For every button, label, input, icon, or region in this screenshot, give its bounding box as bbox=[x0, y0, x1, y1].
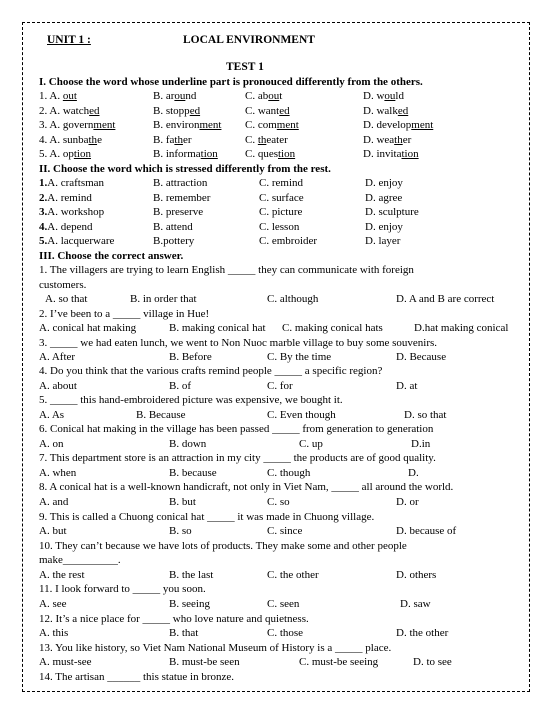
q6-option-c: C. up bbox=[299, 438, 323, 450]
q2-option-d: D.hat making conical bbox=[414, 322, 509, 334]
sec1-q4-option-d: D. weather bbox=[363, 133, 412, 146]
q6-option-b: B. down bbox=[169, 438, 207, 450]
underlined-part: th bbox=[88, 133, 98, 146]
sec2-q1-option-c: C. remind bbox=[259, 177, 303, 189]
question-number: 3. bbox=[39, 206, 48, 218]
sec1-q2-option-d: D. walked bbox=[363, 104, 409, 117]
sec1-q3-option-c: C. comment bbox=[245, 119, 299, 131]
q11-option-a: A. see bbox=[39, 598, 67, 610]
sec2-q5-option-c: C. embroider bbox=[259, 235, 318, 247]
q8-option-d: D. or bbox=[396, 496, 419, 508]
sec1-q2-option-c: C. wanted bbox=[245, 104, 290, 117]
sec1-q2-option-b: B. stopped bbox=[153, 104, 201, 117]
q9-option-a: A. but bbox=[39, 525, 67, 537]
underlined-part: out bbox=[62, 90, 77, 102]
q6-option-d: D.in bbox=[411, 438, 431, 450]
sec1-q4-option-c: C. theater bbox=[245, 133, 288, 146]
q5-option-a: A. As bbox=[39, 409, 65, 421]
q2-option-b: B. making conical hat bbox=[169, 322, 266, 334]
question-3: 3. _____ we had eaten lunch, we went to Non Nuoc marble village to buy some souvenirs. bbox=[39, 337, 438, 349]
sec2-q2-option-b: B. remember bbox=[153, 191, 211, 204]
underlined-part: ou bbox=[174, 90, 186, 102]
underlined-part: tion bbox=[200, 148, 218, 160]
sec2-q1-option-a: 1.A. craftsman bbox=[39, 177, 105, 189]
underlined-part: ment bbox=[199, 119, 222, 131]
sec1-q5-option-b: B. information bbox=[153, 148, 218, 160]
sec2-q3-option-a: 3.A. workshop bbox=[39, 206, 105, 218]
sec2-q4-option-c: C. lesson bbox=[259, 220, 300, 233]
q1-option-b: B. in order that bbox=[130, 293, 197, 305]
question-number: 5. bbox=[39, 235, 48, 247]
q10-option-c: C. the other bbox=[267, 569, 319, 581]
sec1-q3-option-d: D. development bbox=[363, 119, 434, 131]
q2-option-a: A. conical hat making bbox=[39, 322, 137, 334]
q12-option-b: B. that bbox=[169, 627, 199, 639]
q3-option-a: A. After bbox=[39, 351, 76, 363]
question-6: 6. Conical hat making in the village has been passed _____ from generation to generation bbox=[39, 423, 434, 435]
question-5: 5. _____ this hand-embroidered picture was expensive, we bought it. bbox=[39, 394, 343, 406]
question-number: 4. bbox=[39, 220, 48, 233]
q9-option-c: C. since bbox=[267, 525, 303, 537]
question-1: 1. The villagers are trying to learn English _____ they can communicate with foreign bbox=[39, 264, 414, 276]
q3-option-d: D. Because bbox=[396, 351, 447, 363]
underlined-part: ou bbox=[384, 90, 396, 102]
sec2-q1-option-d: D. enjoy bbox=[365, 177, 403, 189]
underlined-part: ed bbox=[89, 104, 100, 117]
q13-option-b: B. must-be seen bbox=[169, 656, 240, 668]
underlined-part: ed bbox=[397, 104, 409, 117]
sec1-q4-option-a: 4. A. sunbathe bbox=[39, 133, 102, 146]
q5-option-c: C. Even though bbox=[267, 409, 336, 421]
q12-option-d: D. the other bbox=[396, 627, 449, 639]
q4-option-d: D. at bbox=[396, 380, 418, 392]
q12-option-c: C. those bbox=[267, 627, 304, 639]
sec1-q1-option-a: 1. A. out bbox=[39, 90, 77, 102]
sec2-q4-option-a: 4.A. depend bbox=[39, 220, 93, 233]
question-11: 11. I look forward to _____ you soon. bbox=[39, 583, 206, 595]
q9-option-d: D. because of bbox=[396, 525, 457, 537]
q4-option-b: B. of bbox=[169, 380, 191, 392]
sec2-q2-option-a: 2.A. remind bbox=[39, 191, 92, 204]
q9-option-b: B. so bbox=[169, 525, 192, 537]
q13-option-d: D. to see bbox=[413, 656, 452, 668]
underlined-part: tion bbox=[73, 148, 91, 160]
q7-option-a: A. when bbox=[39, 467, 77, 479]
q5-option-d: D. so that bbox=[404, 409, 447, 421]
question-number: 2. bbox=[39, 191, 48, 204]
question-10: 10. They can’t because we have lots of products. They make some and other people bbox=[39, 540, 407, 552]
q2-option-c: C. making conical hats bbox=[282, 322, 383, 334]
q3-option-b: B. Before bbox=[169, 351, 212, 363]
q7-option-b: B. because bbox=[169, 467, 217, 479]
sec1-q1-option-d: D. would bbox=[363, 90, 404, 102]
test-title: TEST 1 bbox=[226, 61, 264, 73]
question-13: 13. You like history, so Viet Nam National Museum of History is a _____ place. bbox=[39, 642, 392, 654]
q4-option-c: C. for bbox=[267, 380, 293, 392]
q11-option-c: C. seen bbox=[267, 598, 300, 610]
sec1-q2-option-a: 2. A. watched bbox=[39, 104, 100, 117]
q8-option-a: A. and bbox=[39, 496, 69, 508]
q8-option-b: B. but bbox=[169, 496, 196, 508]
sec2-q2-option-c: C. surface bbox=[259, 191, 304, 204]
q4-option-a: A. about bbox=[39, 380, 77, 392]
sec2-q5-option-d: D. layer bbox=[365, 235, 401, 247]
sec2-q5-option-b: B.pottery bbox=[153, 235, 195, 247]
underlined-part: ment bbox=[411, 119, 434, 131]
q10-option-d: D. others bbox=[396, 569, 437, 581]
underlined-part: ou bbox=[268, 90, 280, 102]
sec1-q5-option-d: D. invitation bbox=[363, 148, 419, 160]
q6-option-a: A. on bbox=[39, 438, 64, 450]
sec2-q3-option-b: B. preserve bbox=[153, 206, 204, 218]
sec1-q4-option-b: B. father bbox=[153, 133, 192, 146]
q10-option-a: A. the rest bbox=[39, 569, 85, 581]
topic-title: LOCAL ENVIRONMENT bbox=[183, 34, 315, 46]
q7-option-d: D. bbox=[408, 467, 419, 479]
underlined-part: ment bbox=[276, 119, 299, 131]
question-10-cont: make__________. bbox=[39, 554, 121, 566]
question-4: 4. Do you think that the various crafts remind people _____ a specific region? bbox=[39, 365, 383, 377]
question-7: 7. This department store is an attraction in my city _____ the products are of good quality. bbox=[39, 452, 436, 464]
q11-option-d: D. saw bbox=[400, 598, 431, 610]
sec2-q3-option-d: D. sculpture bbox=[365, 206, 419, 218]
q10-option-b: B. the last bbox=[169, 569, 214, 581]
sec1-q3-option-b: B. environment bbox=[153, 119, 222, 131]
sec1-q1-option-c: C. about bbox=[245, 90, 283, 102]
underlined-part: th bbox=[257, 133, 267, 146]
underlined-part: tion bbox=[401, 148, 419, 160]
question-14: 14. The artisan ______ this statue in bronze. bbox=[39, 671, 235, 683]
underlined-part: ment bbox=[93, 119, 116, 131]
unit-label: UNIT 1 : bbox=[47, 34, 91, 46]
q13-option-a: A. must-see bbox=[39, 656, 92, 668]
question-12: 12. It’s a nice place for _____ who love nature and quietness. bbox=[39, 613, 309, 625]
underlined-part: th bbox=[394, 133, 403, 146]
q3-option-c: C. By the time bbox=[267, 351, 332, 363]
q1-option-a: A. so that bbox=[45, 293, 88, 305]
sec1-q5-option-a: 5. A. option bbox=[39, 148, 91, 160]
underlined-part: ed bbox=[279, 104, 290, 117]
q12-option-a: A. this bbox=[39, 627, 69, 639]
sec1-q5-option-c: C. question bbox=[245, 148, 296, 160]
underlined-part: th bbox=[174, 133, 183, 146]
sec1-q3-option-a: 3. A. government bbox=[39, 119, 116, 131]
question-2: 2. I’ve been to a _____ village in Hue! bbox=[39, 308, 210, 320]
q7-option-c: C. though bbox=[267, 467, 311, 479]
question-9: 9. This is called a Chuong conical hat _____ it was made in Chuong village. bbox=[39, 511, 375, 523]
sec2-q5-option-a: 5.A. lacquerware bbox=[39, 235, 115, 247]
sec2-q3-option-c: C. picture bbox=[259, 206, 303, 218]
section-3-heading: III. Choose the correct answer. bbox=[39, 250, 184, 262]
sec2-q4-option-b: B. attend bbox=[153, 220, 193, 233]
question-1-cont: customers. bbox=[39, 279, 87, 291]
underlined-part: tion bbox=[278, 148, 296, 160]
sec2-q2-option-d: D. agree bbox=[365, 191, 403, 204]
sec1-q1-option-b: B. around bbox=[153, 90, 197, 102]
question-number: 1. bbox=[39, 177, 48, 189]
section-2-heading: II. Choose the word which is stressed differently from the rest. bbox=[39, 163, 331, 175]
q8-option-c: C. so bbox=[267, 496, 290, 508]
underlined-part: ed bbox=[189, 104, 201, 117]
section-1-heading: I. Choose the word whose underline part is pronouced differently from the others. bbox=[39, 76, 423, 88]
q1-option-d: D. A and B are correct bbox=[396, 293, 495, 305]
q5-option-b: B. Because bbox=[136, 409, 186, 421]
q11-option-b: B. seeing bbox=[169, 598, 210, 610]
q1-option-c: C. although bbox=[267, 293, 319, 305]
sec2-q1-option-b: B. attraction bbox=[153, 177, 208, 189]
question-8: 8. A conical hat is a well-known handicraft, not only in Viet Nam, _____ all around the world. bbox=[39, 481, 454, 493]
sec2-q4-option-d: D. enjoy bbox=[365, 220, 403, 233]
q13-option-c: C. must-be seeing bbox=[299, 656, 379, 668]
